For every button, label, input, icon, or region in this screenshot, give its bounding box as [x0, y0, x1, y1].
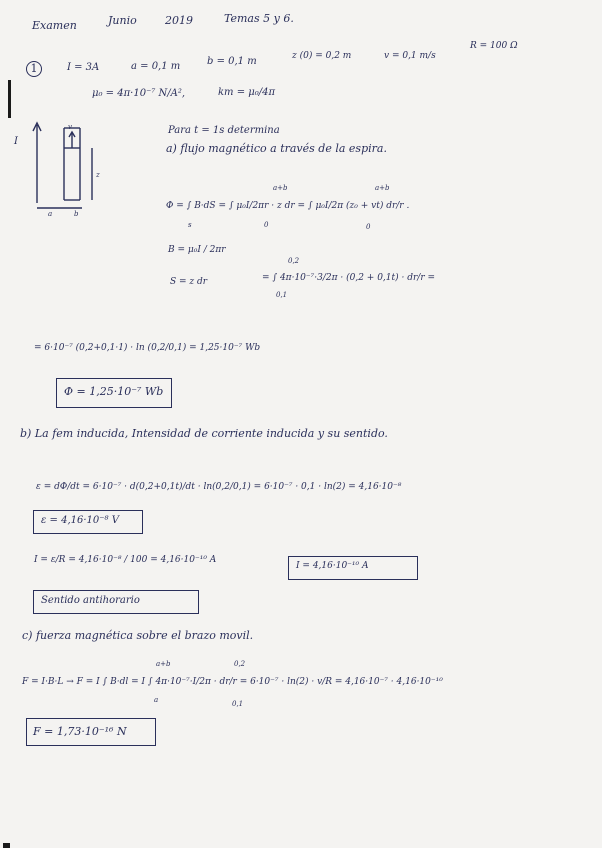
given-mu0: μ₀ = 4π·10⁻⁷ N/A², — [92, 88, 186, 99]
part-a-lower-S: s — [188, 221, 192, 229]
part-a-title: a) flujo magnético a través de la espira. — [166, 142, 387, 155]
part-a-lower-0-2: 0 — [366, 223, 371, 231]
problem-number-text: 1 — [30, 62, 38, 75]
part-c-upper-02: 0,2 — [234, 660, 246, 668]
part-a-B-eq: B = μ₀I / 2πr — [168, 245, 226, 255]
part-c-upper-ab: a+b — [156, 660, 171, 668]
part-a-flux-eq: Φ = ∫ B·dS = ∫ μ₀I/2πr · z dr = ∫ μ₀I/2π (z₀ + vt) dr/r . — [166, 201, 410, 211]
part-a-substitution: = ∫ 4π·10⁻⁷·3/2π · (0,2 + 0,1t) · dr/r = — [262, 273, 436, 283]
part-a-intro: Para t = 1s determina — [168, 125, 280, 136]
figure-label-current: I — [14, 136, 18, 147]
given-km: km = μ₀/4π — [218, 87, 276, 98]
part-c-force-result: F = 1,73·10⁻¹⁶ N — [33, 725, 127, 738]
header-examen: Examen — [32, 19, 77, 32]
figure-label-a: a — [48, 210, 53, 218]
given-b: b = 0,1 m — [207, 56, 257, 67]
part-c-title: c) fuerza magnética sobre el brazo movil. — [22, 629, 254, 642]
part-c-force-eq: F = I·B·L → F = I ∫ B·dl = I ∫ 4π·10⁻⁷·I/2π · dr/r = 6·10⁻⁷ · ln(2) · v/R = 4,16·10⁻⁷ · 4,16·10⁻¹⁰ — [22, 677, 443, 687]
given-v: v = 0,1 m/s — [384, 51, 436, 61]
part-c-lower-a: a — [154, 696, 159, 704]
given-a: a = 0,1 m — [131, 61, 181, 72]
figure-label-z: z — [96, 171, 100, 179]
part-b-current-eq: I = ε/R = 4,16·10⁻⁸ / 100 = 4,16·10⁻¹⁰ A — [34, 555, 217, 565]
part-a-result-line: = 6·10⁻⁷ (0,2+0,1·1) · ln (0,2/0,1) = 1,25·10⁻⁷ Wb — [34, 343, 261, 353]
given-R: R = 100 Ω — [470, 41, 518, 51]
given-z: z (0) = 0,2 m — [292, 51, 352, 61]
header-year: 2019 — [165, 14, 193, 27]
header-junio: Junio — [108, 14, 137, 27]
part-a-upper-ab-1: a+b — [273, 184, 288, 192]
part-a-result: Φ = 1,25·10⁻⁷ Wb — [64, 385, 164, 398]
part-b-emf-result: ε = 4,16·10⁻⁸ V — [41, 515, 119, 526]
part-b-emf-eq: ε = dΦ/dt = 6·10⁻⁷ · d(0,2+0,1t)/dt · ln(0,2/0,1) = 6·10⁻⁷ · 0,1 · ln(2) = 4,16·10⁻⁸ — [36, 482, 402, 492]
part-a-upper-ab-2: a+b — [375, 184, 390, 192]
part-b-sense: Sentido antihorario — [41, 595, 140, 606]
part-a-S-eq: S = z dr — [170, 277, 208, 287]
header-temas: Temas 5 y 6. — [224, 12, 294, 25]
part-a-lower-0-1: 0 — [264, 221, 269, 229]
part-c-lower-01: 0,1 — [232, 700, 244, 708]
figure-label-b: b — [74, 210, 79, 218]
part-b-current-result: I = 4,16·10⁻¹⁰ A — [296, 561, 369, 571]
part-a-upper-02: 0,2 — [288, 257, 300, 265]
part-b-title: b) La fem inducida, Intensidad de corriente inducida y su sentido. — [20, 427, 388, 440]
part-a-lower-01: 0,1 — [276, 291, 288, 299]
figure-label-v: v — [68, 123, 72, 131]
given-current: I = 3A — [67, 62, 100, 73]
